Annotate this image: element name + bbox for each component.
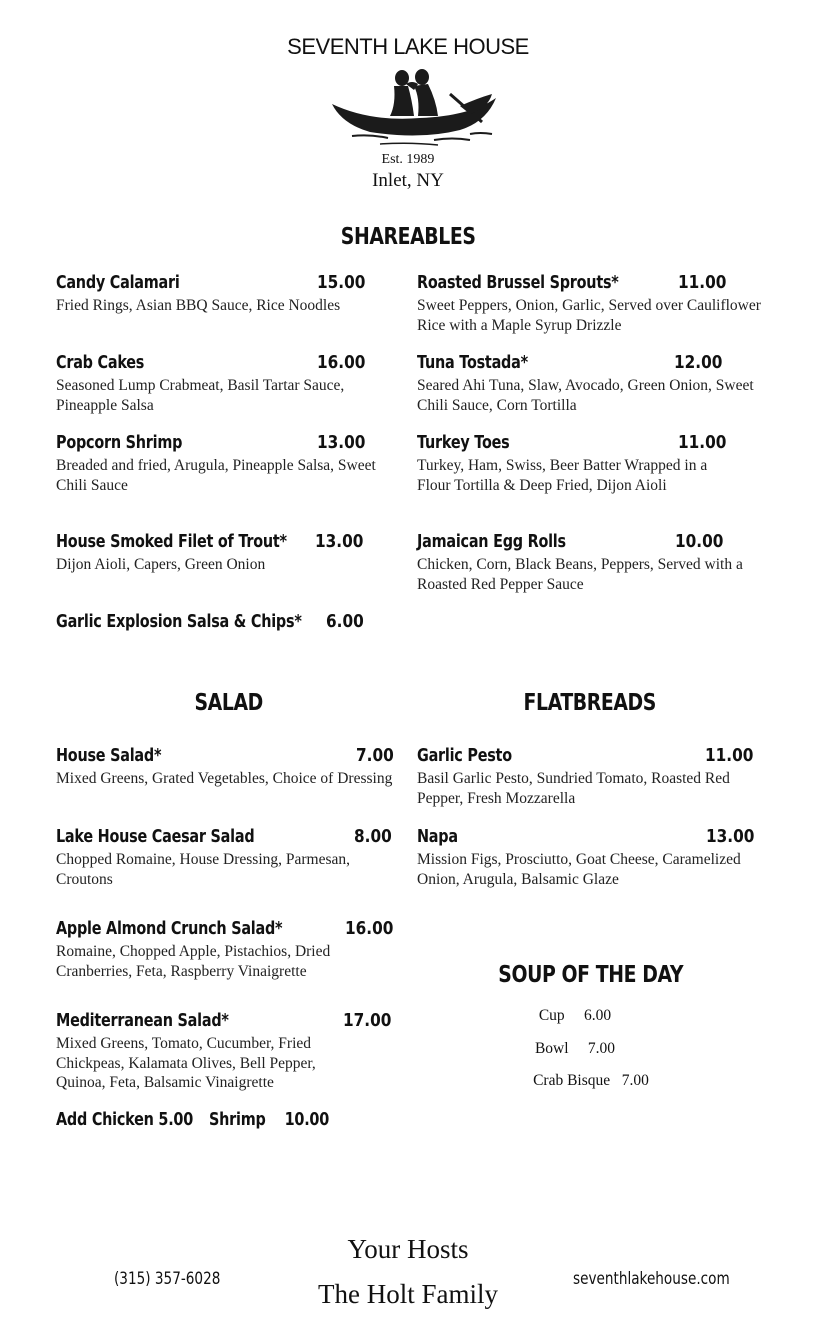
menu-item <box>56 352 166 373</box>
item-name: Candy Calamari <box>56 272 180 293</box>
menu-item <box>56 611 363 632</box>
item-price: 6.00 <box>326 611 364 632</box>
soup-option-crab-bisque: Crab Bisque 7.00 <box>533 1072 649 1089</box>
item-price: 8.00 <box>354 826 392 847</box>
menu-item <box>417 352 556 373</box>
item-name: Tuna Tostada* <box>417 352 528 373</box>
item-price: 13.00 <box>706 826 755 847</box>
item-price: 16.00 <box>317 352 366 373</box>
item-name: Jamaican Egg Rolls <box>417 531 566 552</box>
item-description: Fried Rings, Asian BBQ Sauce, Rice Noodles <box>56 297 341 314</box>
item-description: Mixed Greens, Grated Vegetables, Choice of Dressing <box>56 770 393 787</box>
canoe-couple-logo-icon <box>310 64 520 154</box>
soup-option-cup: Cup 6.00 <box>538 1007 612 1024</box>
item-price: 12.00 <box>674 352 723 373</box>
item-price: 11.00 <box>678 432 727 453</box>
item-price: 15.00 <box>317 272 366 293</box>
menu-item <box>56 1010 272 1031</box>
section-title-flatbreads: FLATBREADS <box>523 690 656 716</box>
item-description: Mission Figs, Prosciutto, Goat Cheese, Caramelized Onion, Arugula, Balsamic Glaze <box>417 851 741 888</box>
item-name: Mediterranean Salad* <box>56 1010 229 1031</box>
item-name: Apple Almond Crunch Salad* <box>56 918 283 939</box>
item-description: Seasoned Lump Crabmeat, Basil Tartar Sauce, Pineapple Salsa <box>56 377 345 414</box>
item-description: Chopped Romaine, House Dressing, Parmesan, Croutons <box>56 851 351 888</box>
item-price: 13.00 <box>317 432 366 453</box>
item-name: House Salad* <box>56 745 162 766</box>
menu-item <box>56 432 214 453</box>
item-name: Lake House Caesar Salad <box>56 826 255 847</box>
section-title-shareables: SHAREABLES <box>340 224 476 250</box>
menu-item <box>417 432 533 453</box>
established-year: Est. 1989 <box>381 152 435 167</box>
item-name: Turkey Toes <box>417 432 510 453</box>
menu-item <box>56 531 345 552</box>
item-name: Crab Cakes <box>56 352 145 373</box>
salad-addon-chicken: Add Chicken 5.00 <box>56 1109 193 1130</box>
item-description: Mixed Greens, Tomato, Cucumber, Fried Chickpeas, Kalamata Olives, Bell Pepper, Quinoa, Feta, Balsamic Vinaigrette <box>56 1035 316 1091</box>
menu-item <box>56 826 304 847</box>
item-name: Garlic Pesto <box>417 745 512 766</box>
hosts-heading: Your Hosts <box>347 1234 469 1264</box>
restaurant-name: SEVENTH LAKE HOUSE <box>287 34 529 59</box>
item-name: Popcorn Shrimp <box>56 432 183 453</box>
item-description: Sweet Peppers, Onion, Garlic, Served over Cauliflower Rice with a Maple Syrup Drizzle <box>417 297 761 334</box>
menu-item <box>417 826 468 847</box>
menu-item <box>56 745 188 766</box>
menu-item <box>417 745 536 766</box>
item-name: Napa <box>417 826 458 847</box>
item-description: Turkey, Ham, Swiss, Beer Batter Wrapped in a Flour Tortilla & Deep Fried, Dijon Aioli <box>417 457 708 494</box>
item-price: 11.00 <box>705 745 754 766</box>
item-name: Garlic Explosion Salsa & Chips* <box>56 611 302 632</box>
item-description: Seared Ahi Tuna, Slaw, Avocado, Green Onion, Sweet Chili Sauce, Corn Tortilla <box>417 377 754 414</box>
item-description: Romaine, Chopped Apple, Pistachios, Dried Cranberries, Feta, Raspberry Vinaigrette <box>56 943 331 980</box>
phone-number: (315) 357-6028 <box>114 1269 221 1289</box>
item-description: Dijon Aioli, Capers, Green Onion <box>56 556 266 573</box>
item-price: 10.00 <box>675 531 724 552</box>
item-price: 7.00 <box>356 745 394 766</box>
item-name: Roasted Brussel Sprouts* <box>417 272 619 293</box>
soup-option-bowl: Bowl 7.00 <box>534 1040 616 1057</box>
item-price: 17.00 <box>343 1010 392 1031</box>
menu-item <box>56 272 210 293</box>
item-description: Breaded and fried, Arugula, Pineapple Salsa, Sweet Chili Sauce <box>56 457 376 494</box>
item-price: 11.00 <box>678 272 727 293</box>
website: seventhlakehouse.com <box>573 1269 730 1289</box>
hosts-family: The Holt Family <box>318 1279 498 1309</box>
item-description: Basil Garlic Pesto, Sundried Tomato, Roasted Red Pepper, Fresh Mozzarella <box>417 770 730 807</box>
item-description: Chicken, Corn, Black Beans, Peppers, Served with a Roasted Red Pepper Sauce <box>417 556 743 593</box>
menu-item <box>417 531 603 552</box>
item-price: 13.00 <box>315 531 364 552</box>
item-price: 16.00 <box>345 918 394 939</box>
menu-item <box>56 918 339 939</box>
item-name: House Smoked Filet of Trout* <box>56 531 287 552</box>
location: Inlet, NY <box>372 170 444 191</box>
salad-addon-shrimp: Shrimp 10.00 <box>209 1109 329 1130</box>
section-title-salad: SALAD <box>194 690 263 716</box>
section-title-soup: SOUP OF THE DAY <box>498 962 684 988</box>
menu-item <box>417 272 669 293</box>
